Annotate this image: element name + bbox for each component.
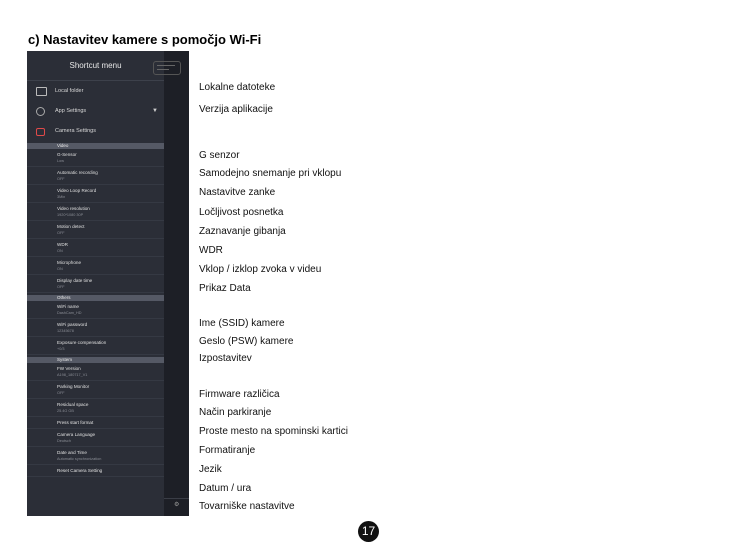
setting-label: WiFi password [57, 322, 88, 327]
menu-item-label: Camera Settings [55, 128, 96, 134]
system-options [27, 363, 164, 477]
setting-row[interactable] [27, 203, 164, 221]
description-label: Firmware različica [199, 389, 280, 400]
description-label: Ime (SSID) kamere [199, 318, 285, 329]
setting-value: OFF [57, 285, 65, 289]
setting-row[interactable] [27, 429, 164, 447]
setting-row[interactable] [27, 167, 164, 185]
setting-label: G-Sensor [57, 152, 77, 157]
setting-row[interactable] [27, 221, 164, 239]
setting-value: 1920*1080 30P [57, 213, 84, 217]
description-label: G senzor [199, 150, 240, 161]
bottom-bar [164, 498, 189, 516]
caret-down-icon: ▼ [152, 108, 158, 114]
menu-item-label: Local folder [55, 88, 84, 94]
setting-row[interactable] [27, 399, 164, 417]
camera-icon [36, 128, 45, 136]
menu-item-camera-settings[interactable] [27, 121, 164, 141]
setting-label: Reset Camera Setting [57, 468, 103, 473]
menu-item-local-folder[interactable] [27, 81, 164, 101]
side-badge [153, 61, 181, 75]
description-label: Lokalne datoteke [199, 82, 276, 93]
menu-item-app-settings[interactable] [27, 101, 164, 121]
setting-label: Parking Monitor [57, 384, 90, 389]
description-label: Zaznavanje gibanja [199, 226, 286, 237]
page-number: 17 [358, 521, 379, 542]
setting-row[interactable] [27, 417, 164, 429]
setting-row[interactable] [27, 337, 164, 355]
setting-row[interactable] [27, 465, 164, 477]
phone-screenshot [27, 51, 189, 516]
description-label: Način parkiranje [199, 407, 272, 418]
section-others: Others [27, 295, 164, 301]
setting-row[interactable] [27, 149, 164, 167]
setting-value: A198_180717_V1 [57, 373, 88, 377]
setting-value: ON [57, 267, 63, 271]
description-label: Formatiranje [199, 445, 256, 456]
setting-value: Automatic synchronization [57, 457, 102, 461]
setting-row[interactable] [27, 301, 164, 319]
description-label: Nastavitve zanke [199, 187, 276, 198]
description-label: WDR [199, 245, 223, 256]
setting-value: 25.4G GB [57, 409, 74, 413]
setting-row[interactable] [27, 185, 164, 203]
description-label: Ločljivost posnetka [199, 207, 284, 218]
description-label: Prikaz Data [199, 283, 251, 294]
setting-row[interactable] [27, 363, 164, 381]
setting-value: Low [57, 159, 64, 163]
description-label: Samodejno snemanje pri vklopu [199, 168, 342, 179]
setting-value: 12345678 [57, 329, 74, 333]
setting-label: FW Version [57, 366, 81, 371]
setting-row[interactable] [27, 381, 164, 399]
setting-value: Deutsch [57, 439, 71, 443]
description-label: Vklop / izklop zvoka v videu [199, 264, 322, 275]
page-heading: c) Nastavitev kamere s pomočjo Wi-Fi [28, 32, 262, 47]
setting-label: Automatic recording [57, 170, 98, 175]
setting-row[interactable] [27, 275, 164, 293]
settings-icon[interactable]: ⚙ [174, 502, 180, 508]
setting-label: Camera Language [57, 432, 96, 437]
setting-row[interactable] [27, 447, 164, 465]
gear-icon [36, 107, 45, 116]
setting-value: ON [57, 249, 63, 253]
description-label: Verzija aplikacije [199, 104, 273, 115]
setting-value: DashCam_HD [57, 311, 82, 315]
setting-label: Exposure compensation [57, 340, 107, 345]
video-options [27, 149, 164, 293]
setting-row[interactable] [27, 239, 164, 257]
setting-label: Video Loop Record [57, 188, 97, 193]
shortcut-menu [27, 51, 164, 516]
menu-title: Shortcut menu [27, 51, 164, 81]
description-label: Datum / ura [199, 483, 252, 494]
setting-label: Display date time [57, 278, 93, 283]
section-video: Video [27, 143, 164, 149]
folder-icon [36, 87, 47, 96]
setting-value: OFF [57, 391, 65, 395]
setting-value: 3Min [57, 195, 66, 199]
description-label: Tovarniške nastavitve [199, 501, 295, 512]
description-label: Proste mesto na spominski kartici [199, 426, 348, 437]
setting-label: Microphone [57, 260, 82, 265]
setting-label: Video resolution [57, 206, 90, 211]
setting-value: OFF [57, 231, 65, 235]
setting-row[interactable] [27, 257, 164, 275]
setting-label: WDR [57, 242, 68, 247]
description-label: Izpostavitev [199, 353, 252, 364]
setting-row[interactable] [27, 319, 164, 337]
setting-label: Residual space [57, 402, 89, 407]
setting-value: +0/3 [57, 347, 65, 351]
setting-label: WiFi name [57, 304, 79, 309]
menu-item-label: App Settings [55, 108, 87, 114]
others-options [27, 301, 164, 355]
description-label: Geslo (PSW) kamere [199, 336, 294, 347]
description-label: Jezik [199, 464, 222, 475]
setting-label: Date and Time [57, 450, 87, 455]
section-system: System [27, 357, 164, 363]
setting-label: Press start format [57, 420, 94, 425]
setting-label: Motion detect [57, 224, 85, 229]
setting-value: OFF [57, 177, 65, 181]
